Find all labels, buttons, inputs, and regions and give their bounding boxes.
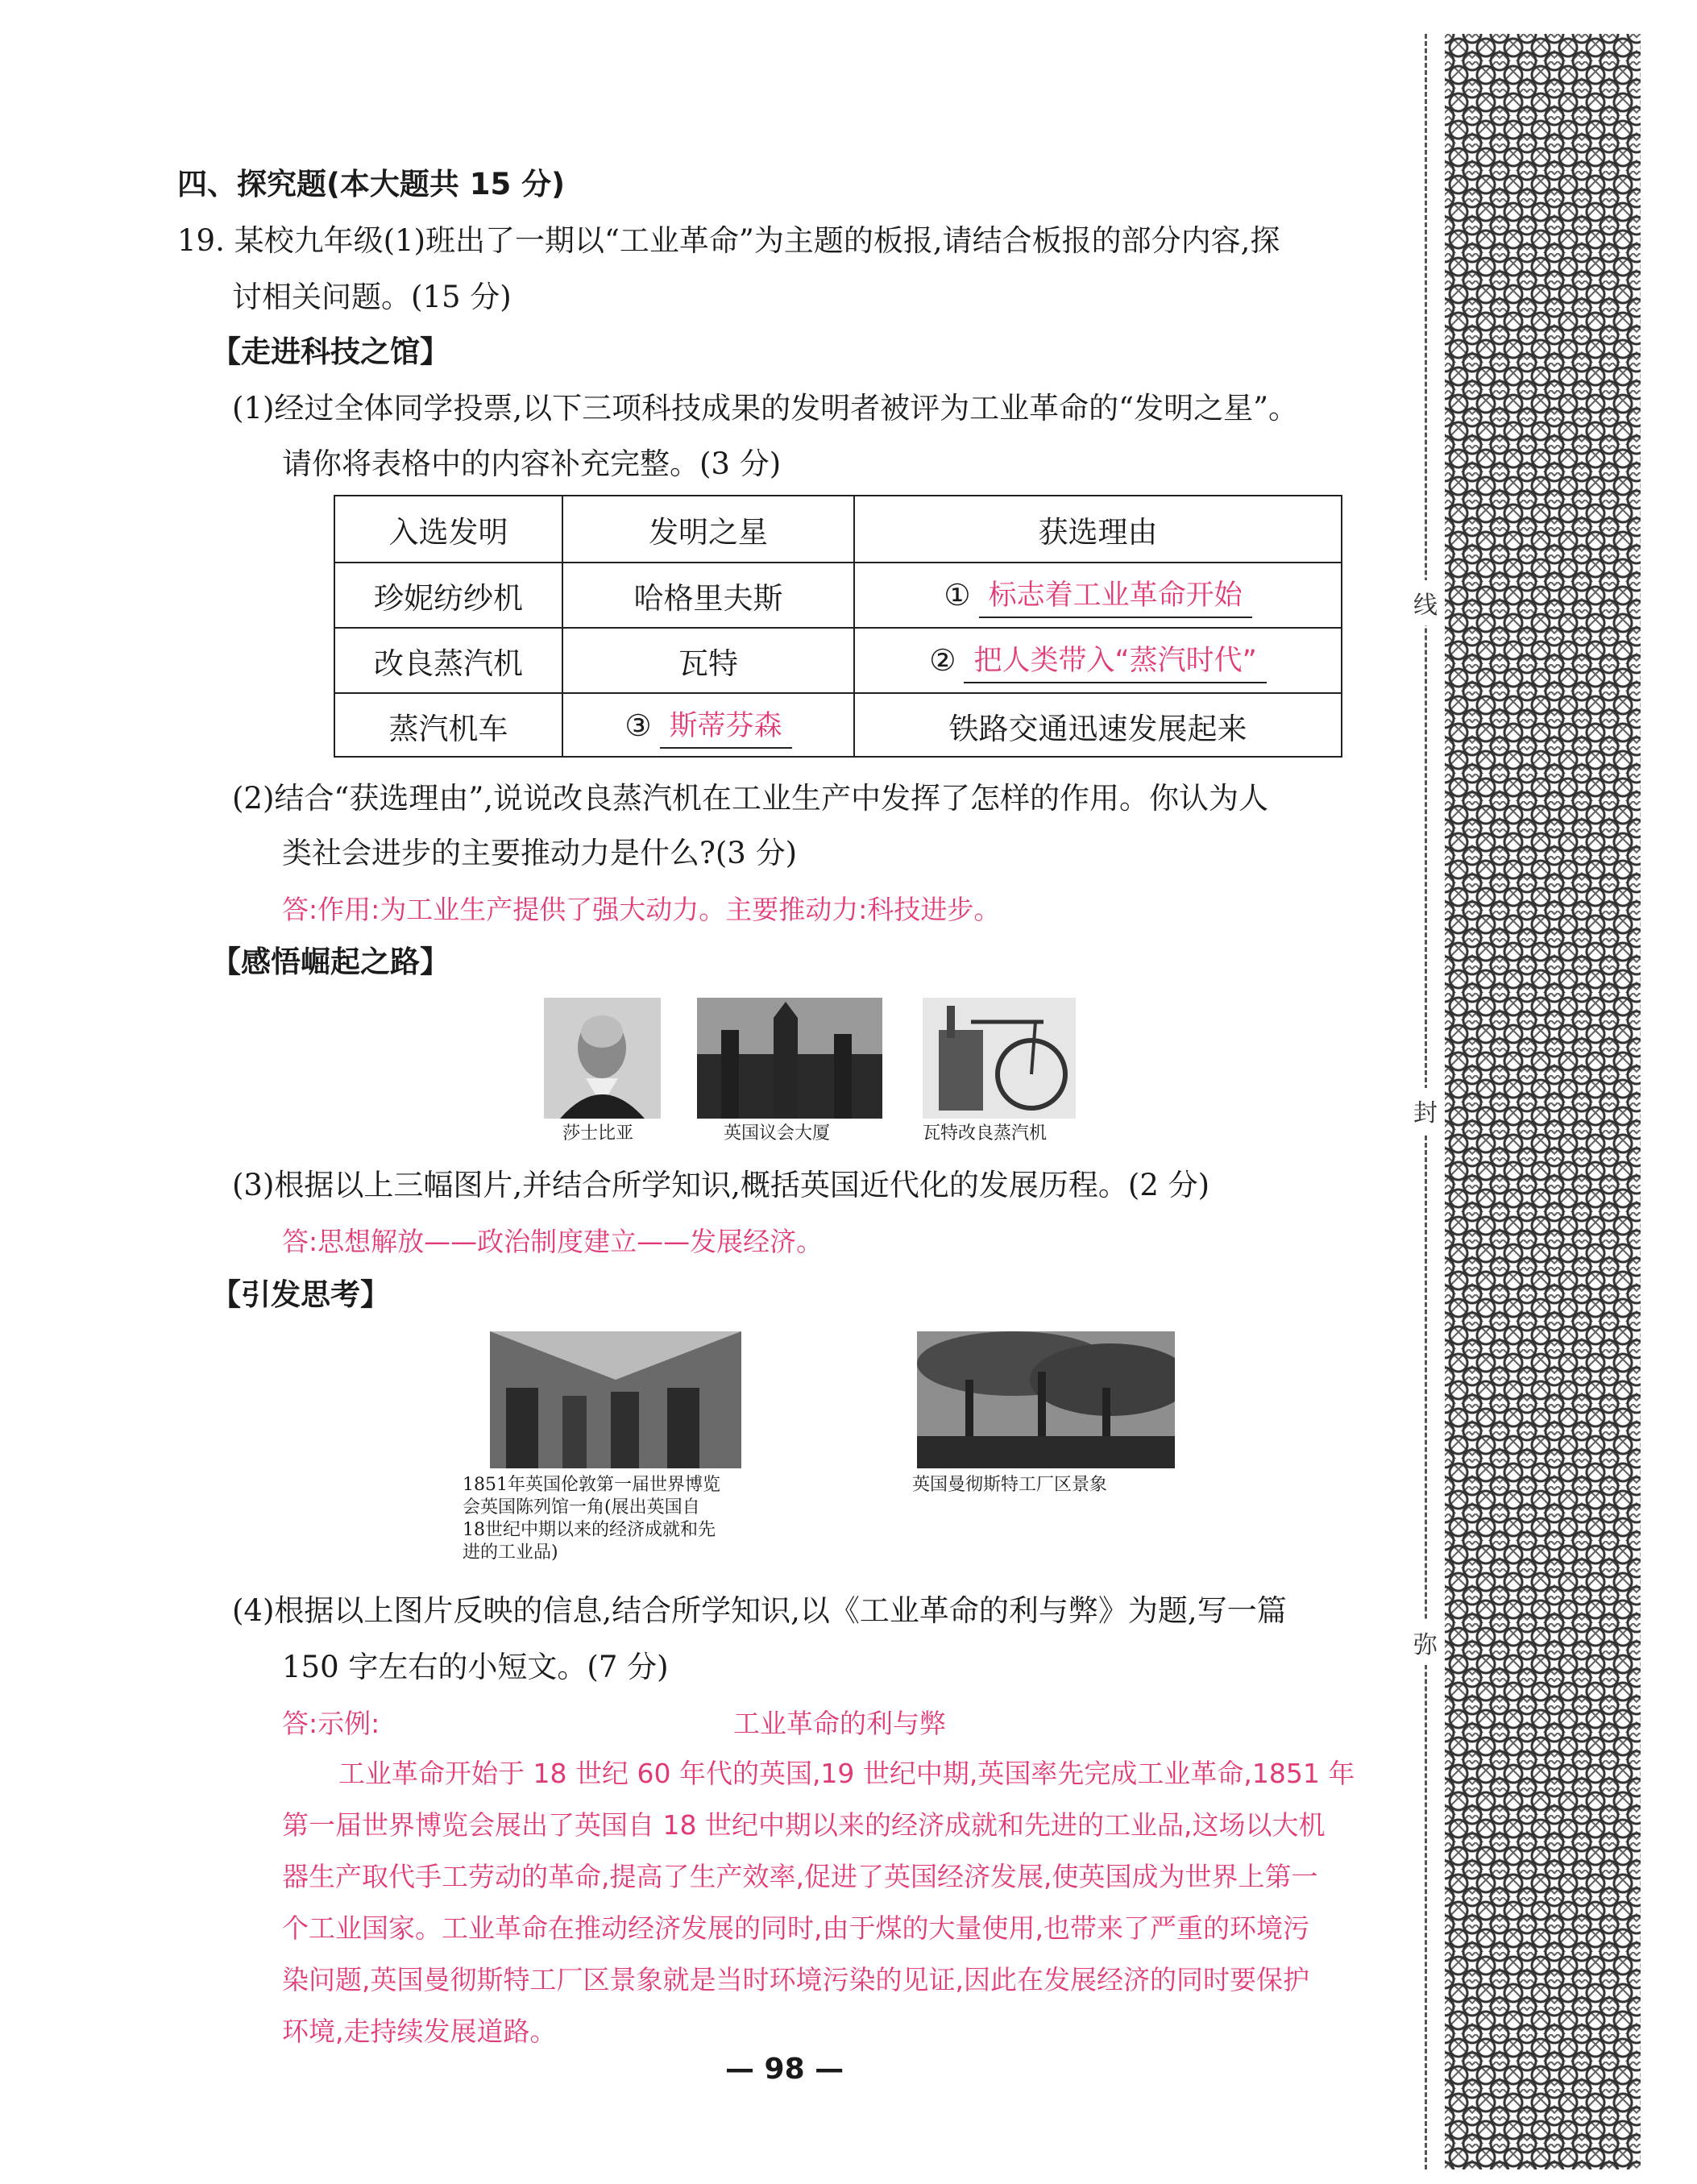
answer-blank: 标志着工业革命开始	[979, 573, 1252, 618]
heading-rise-road: 【感悟崛起之路】	[211, 945, 450, 979]
essay-line-2: 第一届世界博览会展出了英国自 18 世纪中期以来的经济成就和先进的工业品,这场以大机	[282, 1809, 1326, 1841]
manchester-photo	[917, 1331, 1175, 1468]
invention-table	[334, 495, 1342, 758]
essay-line-5: 染问题,英国曼彻斯特工厂区景象就是当时环境污染的见证,因此在发展经济的同时要保护	[282, 1964, 1309, 1995]
blank-mark: ①	[944, 578, 971, 612]
part4-answer-label: 答:示例:	[282, 1708, 380, 1739]
table-cell: 瓦特	[563, 629, 855, 692]
table-cell	[855, 563, 1341, 627]
table-cell: 铁路交通迅速发展起来	[948, 711, 1247, 746]
part2-prompt-line-1: (2)结合“获选理由”,说说改良蒸汽机在工业生产中发挥了怎样的作用。你认为人	[232, 781, 1269, 816]
question-line-2: 讨相关问题。(15 分)	[232, 280, 512, 314]
table-row	[335, 627, 1341, 692]
table-cell: 改良蒸汽机	[335, 629, 563, 692]
caption-expo-line-4: 进的工业品)	[463, 1543, 558, 1563]
table-header: 入选发明	[335, 496, 563, 562]
heading-tech-hall: 【走进科技之馆】	[211, 334, 450, 369]
table-cell: 哈格里夫斯	[563, 563, 855, 627]
essay-title: 工业革命的利与弊	[733, 1708, 946, 1739]
parliament-photo	[697, 998, 882, 1119]
part2-prompt-line-2: 类社会进步的主要推动力是什么?(3 分)	[282, 836, 798, 870]
shakespeare-photo	[544, 998, 661, 1119]
page-number: — 98 —	[725, 2053, 844, 2086]
answer-blank: 斯蒂芬森	[660, 704, 792, 749]
heading-reflection: 【引发思考】	[211, 1277, 390, 1312]
blank-mark: ②	[929, 643, 956, 678]
table-cell: 蒸汽机车	[335, 694, 563, 758]
caption-expo-line-3: 18世纪中期以来的经济成就和先	[463, 1520, 716, 1540]
caption-parliament: 英国议会大厦	[724, 1123, 831, 1144]
answer-blank: 把人类带入“蒸汽时代”	[964, 638, 1266, 683]
expo-photo	[490, 1331, 741, 1468]
caption-expo-line-1: 1851年英国伦敦第一届世界博览	[463, 1475, 720, 1495]
decorative-pattern-band	[1445, 34, 1641, 2169]
table-cell: 珍妮纺纱机	[335, 563, 563, 627]
steam-engine-photo	[923, 998, 1076, 1119]
blank-mark: ③	[624, 708, 652, 743]
margin-char-line: 线	[1412, 580, 1439, 625]
essay-line-6: 环境,走持续发展道路。	[282, 2016, 557, 2047]
part4-prompt-line-1: (4)根据以上图片反映的信息,结合所学知识,以《工业革命的利与弊》为题,写一篇	[232, 1593, 1287, 1628]
table-row	[335, 562, 1341, 627]
caption-shakespeare: 莎士比亚	[562, 1123, 634, 1144]
part4-prompt-line-2: 150 字左右的小短文。(7 分)	[282, 1650, 669, 1684]
part3-answer: 答:思想解放——政治制度建立——发展经济。	[282, 1226, 824, 1257]
table-cell	[563, 694, 855, 758]
table-header: 获选理由	[1038, 514, 1158, 550]
section-title: 四、探究题(本大题共 15 分)	[177, 167, 566, 201]
table-cell	[855, 629, 1341, 692]
essay-line-4: 个工业国家。工业革命在推动经济发展的同时,由于煤的大量使用,也带来了严重的环境污	[282, 1912, 1309, 1944]
table-header: 发明之星	[563, 496, 855, 562]
part2-answer: 答:作用:为工业生产提供了强大动力。主要推动力:科技进步。	[282, 894, 1001, 925]
part1-prompt-line-2: 请你将表格中的内容补充完整。(3 分)	[282, 446, 782, 481]
essay-line-3: 器生产取代手工劳动的革命,提高了生产效率,促进了英国经济发展,使英国成为世界上第一	[282, 1861, 1318, 1892]
margin-char-seal: 封	[1412, 1088, 1439, 1133]
caption-steam-engine: 瓦特改良蒸汽机	[923, 1123, 1048, 1144]
essay-line-1: 工业革命开始于 18 世纪 60 年代的英国,19 世纪中期,英国率先完成工业革命,1851 年	[338, 1758, 1355, 1789]
caption-manchester: 英国曼彻斯特工厂区景象	[912, 1475, 1108, 1495]
question-line-1: 19. 某校九年级(1)班出了一期以“工业革命”为主题的板报,请结合板报的部分内容,探	[177, 223, 1280, 258]
table-header-row	[335, 496, 1341, 562]
margin-char-close: 弥	[1412, 1620, 1439, 1665]
part1-prompt-line-1: (1)经过全体同学投票,以下三项科技成果的发明者被评为工业革命的“发明之星”。	[232, 391, 1299, 426]
table-row	[335, 692, 1341, 758]
part3-prompt: (3)根据以上三幅图片,并结合所学知识,概括英国近代化的发展历程。(2 分)	[232, 1168, 1210, 1202]
caption-expo-line-2: 会英国陈列馆一角(展出英国自	[463, 1497, 700, 1518]
